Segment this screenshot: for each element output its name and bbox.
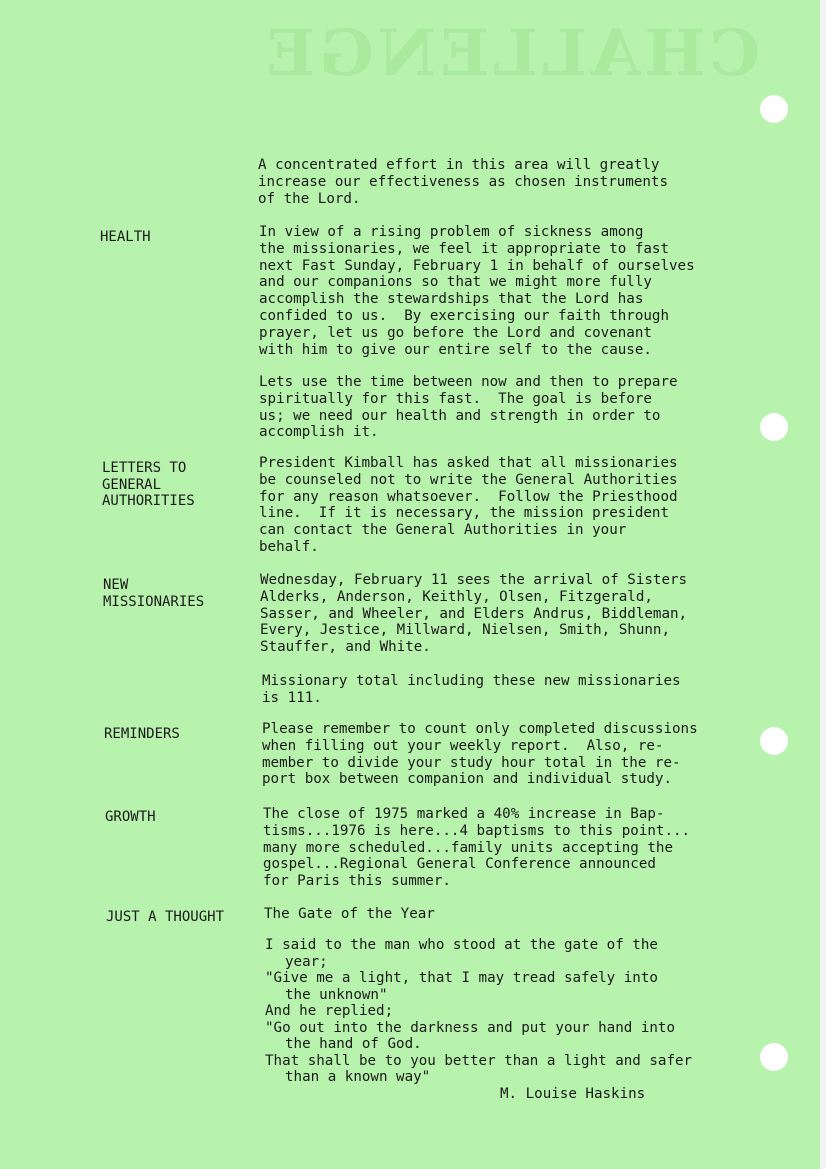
poem-author: M. Louise Haskins <box>500 1086 646 1102</box>
thought-label: JUST A THOUGHT <box>106 909 225 925</box>
poem-line: And he replied; <box>265 1003 394 1019</box>
page-edge <box>820 0 826 1169</box>
poem-line: than a known way" <box>285 1069 431 1085</box>
letters-paragraph: President Kimball has asked that all missionaries be counseled not to write the General Authorities for any reason whatsoever. Follow the Priesthood line. If it is necessary, the mission president can contact the General Authorities in your behalf. <box>259 455 678 555</box>
poem-title: The Gate of the Year <box>264 906 435 922</box>
new-missionaries-label: NEW MISSIONARIES <box>103 577 205 610</box>
health-label: HEALTH <box>100 229 151 245</box>
health-paragraph-2: Lets use the time between now and then to prepare spiritually for this fast. The goal is before us; we need our health and strength in order to accomplish it. <box>259 374 678 441</box>
growth-paragraph: The close of 1975 marked a 40% increase in Bap- tisms...1976 is here...4 baptisms to this point... many more scheduled...family units accepting the gospel...Regional General Conference announced for Paris this summer. <box>263 806 691 890</box>
poem-line: year; <box>285 953 328 970</box>
reminders-label: REMINDERS <box>104 726 180 742</box>
growth-label: GROWTH <box>105 809 156 825</box>
punch-hole <box>760 1043 788 1071</box>
punch-hole <box>760 95 788 123</box>
health-paragraph-1: In view of a rising problem of sickness among the missionaries, we feel it appropriate to fast next Fast Sunday, February 1 in behalf of ourselves and our companions so that we might more fully accomplish the stewardships that the Lord has confided to us. By exercising our faith through prayer, let us go before the Lord and covenant with him to give our entire self to the cause. <box>259 224 695 358</box>
poem-line: the unknown" <box>285 986 388 1003</box>
poem-line: That shall be to you better than a light and safer <box>265 1052 693 1069</box>
new-missionaries-paragraph-1: Wednesday, February 11 sees the arrival of Sisters Alderks, Anderson, Keithly, Olsen, Fitzgerald, Sasser, and Wheeler, and Elders Andrus, Biddleman, Every, Jestice, Millward, Nielsen, Smith, Shunn, Stauffer, and White. <box>260 572 688 656</box>
poem-line: "Go out into the darkness and put your hand into <box>265 1019 675 1036</box>
reminders-paragraph: Please remember to count only completed discussions when filling out your weekly report. Also, re- member to divide your study hour total in the re- port box between companion and individual study. <box>262 721 698 788</box>
poem-line: "Give me a light, that I may tread safely into <box>265 970 658 986</box>
new-missionaries-paragraph-2: Missionary total including these new missionaries is 111. <box>262 673 681 706</box>
punch-hole <box>760 413 788 441</box>
intro-paragraph: A concentrated effort in this area will greatly increase our effectiveness as chosen instruments of the Lord. <box>258 157 668 207</box>
poem-line: the hand of God. <box>285 1036 422 1052</box>
poem <box>265 937 692 1086</box>
masthead-bleedthrough: CHALLENGE <box>262 16 760 91</box>
punch-hole <box>760 727 788 755</box>
letters-label: LETTERS TO GENERAL AUTHORITIES <box>102 460 195 510</box>
poem-line: I said to the man who stood at the gate of the <box>265 937 658 953</box>
